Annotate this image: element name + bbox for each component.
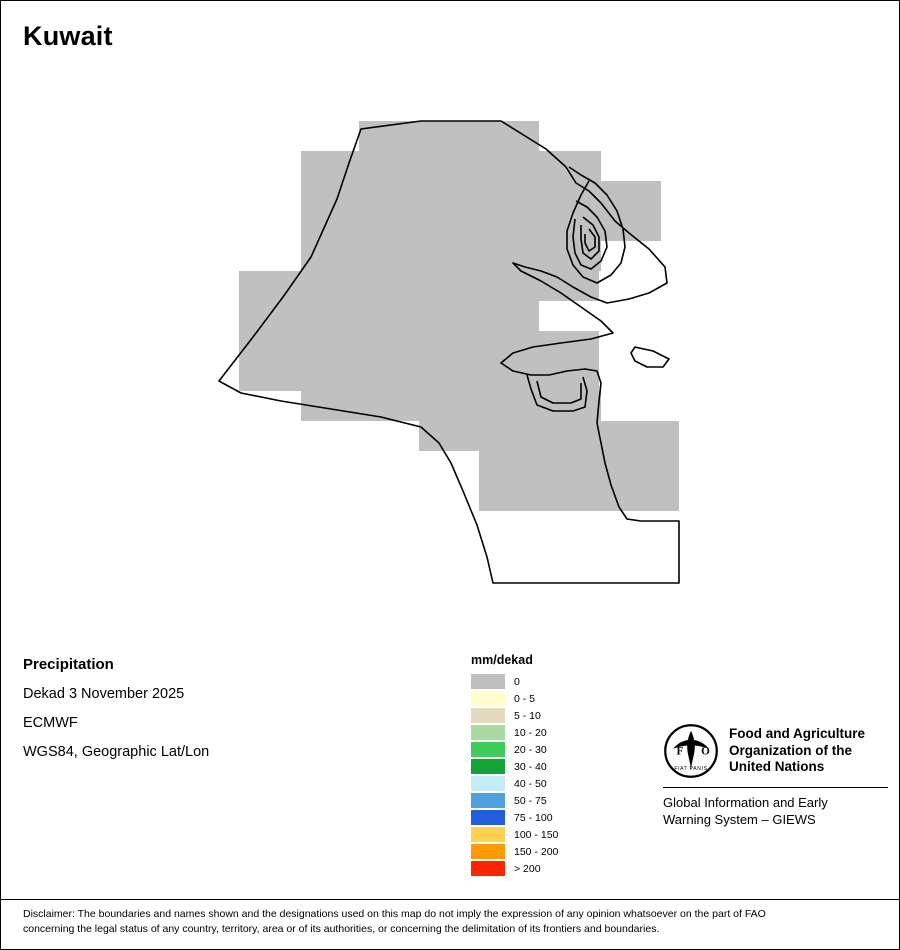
legend-label: 40 - 50 [514, 777, 547, 790]
legend-title: mm/dekad [471, 653, 533, 667]
fao-organization-name [729, 726, 865, 775]
legend-swatch [471, 742, 505, 757]
legend-item [471, 775, 601, 792]
legend-label: 20 - 30 [514, 743, 547, 756]
fao-org-line1: Food and Agriculture [729, 726, 865, 742]
legend-label: 30 - 40 [514, 760, 547, 773]
disclaimer-text [23, 907, 879, 937]
svg-text:O: O [701, 745, 710, 758]
legend-swatch [471, 691, 505, 706]
legend-item [471, 690, 601, 707]
legend-label: 0 [514, 675, 520, 688]
legend-item [471, 673, 601, 690]
legend-label: 10 - 20 [514, 726, 547, 739]
legend-swatch [471, 861, 505, 876]
fao-logo-icon [663, 723, 719, 779]
legend-item [471, 792, 601, 809]
fao-branding [663, 723, 888, 829]
legend-item [471, 724, 601, 741]
info-period: Dekad 3 November 2025 [23, 686, 185, 702]
svg-text:FIAT PANIS: FIAT PANIS [674, 766, 708, 773]
giews-label [663, 795, 888, 829]
legend-swatch [471, 810, 505, 825]
legend-swatch [471, 844, 505, 859]
legend-label: > 200 [514, 862, 541, 875]
legend-swatch [471, 776, 505, 791]
disclaimer-divider [1, 899, 899, 900]
giews-line2: Warning System – GIEWS [663, 811, 816, 827]
legend-item [471, 741, 601, 758]
page-title: Kuwait [23, 21, 113, 51]
raster-grid-layer [239, 121, 679, 511]
info-variable: Precipitation [23, 656, 114, 673]
legend-label: 5 - 10 [514, 709, 541, 722]
legend [471, 653, 601, 877]
legend-swatch [471, 708, 505, 723]
legend-item [471, 707, 601, 724]
legend-item [471, 826, 601, 843]
legend-swatch [471, 759, 505, 774]
info-source: ECMWF [23, 715, 78, 731]
legend-label: 100 - 150 [514, 828, 559, 841]
legend-swatch [471, 827, 505, 842]
fao-org-line3: United Nations [729, 759, 825, 775]
giews-line1: Global Information and Early [663, 795, 828, 810]
legend-swatch [471, 725, 505, 740]
legend-item [471, 860, 601, 877]
info-projection: WGS84, Geographic Lat/Lon [23, 744, 210, 760]
map-info-block [23, 656, 443, 773]
disclaimer-line2: concerning the legal status of any country, territory, area or of its authorities, or concerning the delimitation of its frontiers and boundaries. [23, 923, 660, 936]
disclaimer-line1: Disclaimer: The boundaries and names shown and the designations used on this map do not imply the expression of any opinion whatsoever on the part of FAO [23, 908, 766, 920]
legend-item [471, 843, 601, 860]
legend-swatch [471, 674, 505, 689]
legend-swatch [471, 793, 505, 808]
map-canvas [1, 71, 899, 611]
legend-item [471, 809, 601, 826]
fao-org-line2: Organization of the [729, 742, 852, 758]
legend-label: 0 - 5 [514, 692, 536, 705]
legend-label: 50 - 75 [514, 794, 547, 807]
legend-label: 150 - 200 [514, 845, 559, 858]
legend-item [471, 758, 601, 775]
legend-label: 75 - 100 [514, 811, 553, 824]
divider [663, 787, 888, 788]
svg-text:F: F [676, 745, 684, 758]
